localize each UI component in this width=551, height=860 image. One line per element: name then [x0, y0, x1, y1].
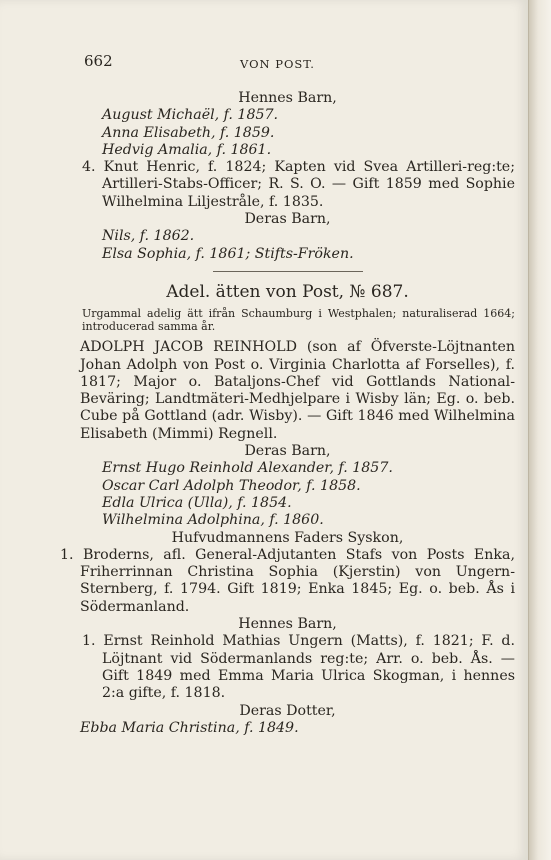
- child-entry: Nils, f. 1862.: [102, 228, 195, 245]
- section-title: Adel. ätten von Post, № 687.: [166, 281, 409, 302]
- page-number: 662: [84, 52, 113, 70]
- child-entry: Ernst Hugo Reinhold Alexander, f. 1857.: [102, 460, 393, 477]
- entry-knut-henric: 4. Knut Henric, f. 1824; Kapten vid Svea Artilleri-reg:te; Artilleri-Stabs-Officer; R. S. O. — Gift 1859 med Sophie Wilhelmina Liljestråle, f. 1835.: [82, 159, 515, 210]
- child-entry: Anna Elisabeth, f. 1859.: [102, 124, 275, 141]
- child-entry: August Michaël, f. 1857.: [102, 107, 279, 124]
- child-entry: Ebba Maria Christina, f. 1849.: [80, 719, 299, 736]
- heading-hennes-barn: Hennes Barn,: [238, 616, 337, 633]
- heading-deras-dotter: Deras Dotter,: [239, 702, 336, 719]
- entry-adolph-jacob-reinhold: ADOLPH JACOB REINHOLD (son af Öfverste-Löjtnanten Johan Adolph von Post o. Virginia Charlotta af Forselles), f. 1817; Major o. Bataljons-Chef vid Gottlands National-Beväring; Landtmäteri-Medhjelpare i Wisby län; Eg. o. beb. Cube på Gottland (adr. Wisby). — Gift 1846 med Wilhelmina Elisabeth (Mimmi) Regnell.: [80, 339, 515, 442]
- running-title: VON POST.: [240, 57, 315, 71]
- heading-syskon: Hufvudmannens Faders Syskon,: [171, 529, 404, 546]
- section-divider: [213, 271, 363, 272]
- child-entry: Wilhelmina Adolphina, f. 1860.: [102, 512, 324, 529]
- heading-hennes-barn: Hennes Barn,: [238, 90, 337, 106]
- child-entry: Hedvig Amalia, f. 1861.: [102, 141, 272, 158]
- child-entry: Oscar Carl Adolph Theodor, f. 1858.: [102, 477, 361, 494]
- page-edge: [528, 0, 551, 860]
- child-entry: Elsa Sophia, f. 1861; Stifts-Fröken.: [102, 245, 354, 262]
- entry-broderns-enka: 1. Broderns, afl. General-Adjutanten Stafs von Posts Enka, Friherrinnan Christina Sophia (Kjerstin) von Ungern-Sternberg, f. 1794. Gift 1819; Enka 1845; Eg. o. beb. Ås i Södermanland.: [60, 546, 515, 615]
- entry-ernst-reinhold: 1. Ernst Reinhold Mathias Ungern (Matts), f. 1821; F. d. Löjtnant vid Södermanlands reg:te; Arr. o. beb. Ås. — Gift 1849 med Emma Maria Ulrica Skogman, i hennes 2:a gifte, f. 1818.: [82, 633, 515, 702]
- heading-deras-barn: Deras Barn,: [244, 211, 331, 228]
- page-content: [60, 50, 515, 737]
- child-entry: Edla Ulrica (Ulla), f. 1854.: [102, 494, 292, 511]
- section-intro: Urgammal adelig ätt ifrån Schaumburg i Westphalen; naturaliserad 1664; introducerad samma år.: [82, 307, 515, 334]
- heading-deras-barn: Deras Barn,: [244, 443, 331, 460]
- page-header: [60, 50, 515, 90]
